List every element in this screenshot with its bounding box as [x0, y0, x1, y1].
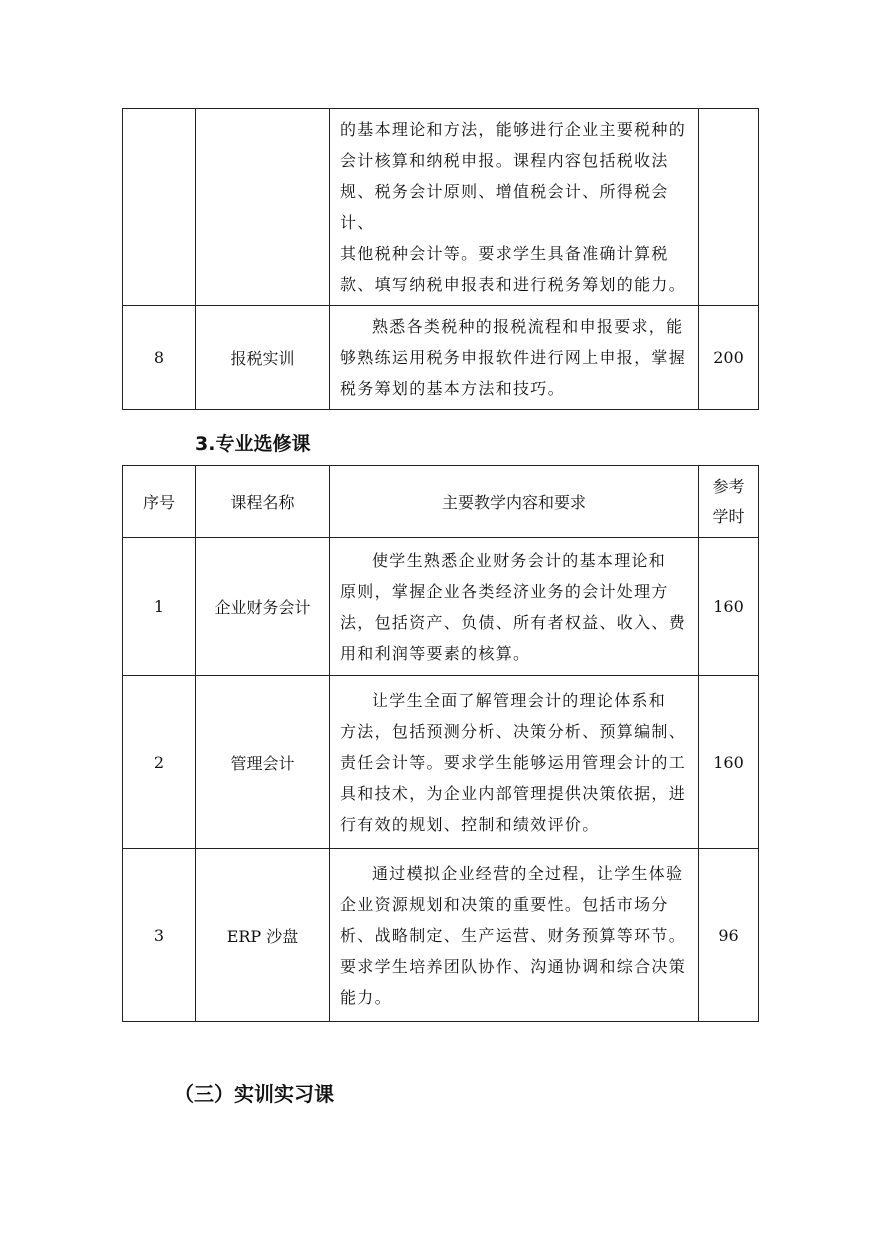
description-line: 规、税务会计原则、增值税会计、所得税会计、	[340, 182, 669, 232]
table-row	[123, 109, 759, 306]
course-description	[330, 109, 699, 306]
header-index: 序号	[123, 466, 196, 538]
course-name: 管理会计	[196, 676, 330, 849]
course-hours: 160	[699, 538, 759, 676]
header-hours	[699, 466, 759, 538]
description-line: 通过模拟企业经营的全过程，让学生体验	[372, 863, 684, 883]
description-line: 用和利润等要素的核算。	[340, 643, 531, 663]
course-hours: 96	[699, 849, 759, 1022]
course-name: 企业财务会计	[196, 538, 330, 676]
course-name: ERP 沙盘	[196, 849, 330, 1022]
course-name	[196, 109, 330, 306]
description-line: 责任会计等。要求学生能够运用管理会计的工	[340, 752, 687, 772]
header-hours-line: 参考	[712, 476, 745, 496]
course-description	[330, 676, 699, 849]
header-hours-line: 学时	[712, 506, 745, 526]
header-name: 课程名称	[196, 466, 330, 538]
course-hours: 200	[699, 306, 759, 410]
description-line: 款、填写纳税申报表和进行税务筹划的能力。	[340, 275, 687, 294]
row-index	[123, 109, 196, 306]
description-line: 够熟练运用税务申报软件进行网上申报，掌握	[340, 348, 687, 367]
row-index: 8	[123, 306, 196, 410]
elective-course-table	[122, 465, 759, 1022]
description-line: 行有效的规划、控制和绩效评价。	[340, 814, 600, 834]
table-row	[123, 538, 759, 676]
description-line: 会计核算和纳税申报。课程内容包括税收法	[340, 151, 669, 170]
description-line: 税务筹划的基本方法和技巧。	[340, 379, 565, 398]
description-line: 法，包括资产、负债、所有者权益、收入、费	[340, 612, 687, 632]
description-line: 原则，掌握企业各类经济业务的会计处理方	[340, 581, 669, 601]
row-index: 2	[123, 676, 196, 849]
course-description	[330, 306, 699, 410]
tax-course-table	[122, 108, 759, 410]
header-content: 主要教学内容和要求	[330, 466, 699, 538]
section-heading-practice: （三）实训实习课	[174, 1082, 334, 1106]
description-line: 要求学生培养团队协作、沟通协调和综合决策	[340, 956, 687, 976]
table-row	[123, 676, 759, 849]
description-line: 熟悉各类税种的报税流程和申报要求，能	[372, 317, 684, 336]
row-index: 1	[123, 538, 196, 676]
description-line: 使学生熟悉企业财务会计的基本理论和	[372, 550, 667, 570]
course-description	[330, 849, 699, 1022]
table-row	[123, 306, 759, 410]
description-line: 让学生全面了解管理会计的理论体系和	[372, 690, 667, 710]
course-description	[330, 538, 699, 676]
description-line: 的基本理论和方法，能够进行企业主要税种的	[340, 120, 687, 139]
description-line: 企业资源规划和决策的重要性。包括市场分	[340, 894, 669, 914]
table-header-row	[123, 466, 759, 538]
course-hours: 160	[699, 676, 759, 849]
description-line: 其他税种会计等。要求学生具备准确计算税	[340, 244, 669, 263]
course-hours	[699, 109, 759, 306]
section-heading-elective: 3.专业选修课	[195, 433, 311, 455]
description-line: 方法，包括预测分析、决策分析、预算编制、	[340, 721, 687, 741]
row-index: 3	[123, 849, 196, 1022]
description-line: 具和技术，为企业内部管理提供决策依据，进	[340, 783, 687, 803]
description-line: 析、战略制定、生产运营、财务预算等环节。	[340, 925, 687, 945]
description-line: 能力。	[340, 987, 392, 1007]
course-name: 报税实训	[196, 306, 330, 410]
table-row	[123, 849, 759, 1022]
